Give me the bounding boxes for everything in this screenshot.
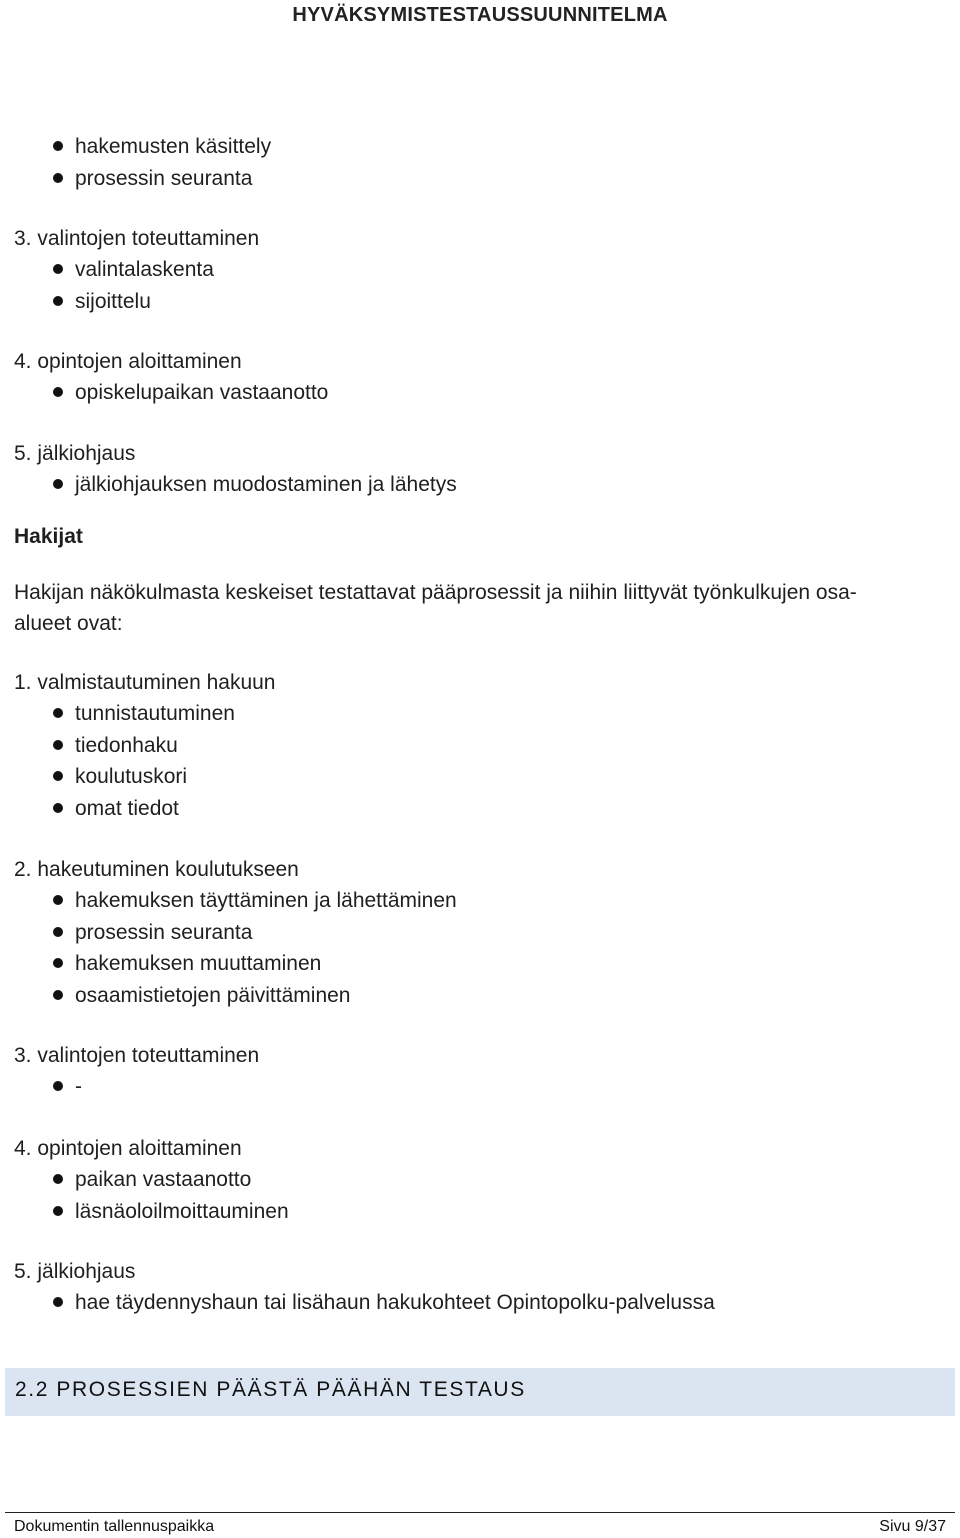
section-heading: 2.2 PROSESSIEN PÄÄSTÄ PÄÄHÄN TESTAUS	[15, 1378, 526, 1401]
document-title: HYVÄKSYMISTESTAUSSUUNNITELMA	[292, 4, 668, 26]
list-item: jälkiohjauksen muodostaminen ja lähetys	[0, 469, 457, 501]
list-item: hakemusten käsittely	[0, 131, 271, 163]
page-number: Sivu 9/37	[879, 1518, 946, 1535]
process-heading: 1. valmistautuminen hakuun	[14, 671, 276, 694]
list-item: tunnistautuminen	[0, 698, 276, 730]
list-item: opiskelupaikan vastaanotto	[0, 377, 328, 409]
intro-paragraph: Hakijan näkökulmasta keskeiset testattavat pääprosessit ja niihin liittyvät työnkulkujen osa- alueet ovat:	[14, 581, 857, 635]
list-item: prosessin seuranta	[0, 163, 271, 195]
list-item: läsnäoloilmoittauminen	[0, 1196, 289, 1228]
footer-location: Dokumentin tallennuspaikka	[14, 1518, 215, 1535]
list-item: hae täydennyshaun tai lisähaun hakukohteet Opintopolku-palvelussa	[0, 1287, 715, 1319]
process-heading: 5. jälkiohjaus	[14, 1260, 136, 1283]
process-heading: 4. opintojen aloittaminen	[14, 1137, 242, 1160]
section-label-hakijat: Hakijat	[14, 525, 83, 548]
process-heading: 3. valintojen toteuttaminen	[14, 1044, 260, 1067]
process-group	[14, 346, 328, 409]
process-heading: 4. opintojen aloittaminen	[14, 350, 242, 373]
list-item: tiedonhaku	[0, 730, 276, 762]
list-item: osaamistietojen päivittäminen	[0, 980, 457, 1012]
process-heading: 5. jälkiohjaus	[14, 442, 136, 465]
bullet-icon	[53, 1206, 63, 1216]
bullet-icon	[53, 1174, 63, 1184]
bullet-icon	[53, 1081, 63, 1091]
process-group	[14, 1133, 289, 1227]
list-item: omat tiedot	[0, 793, 276, 825]
bullet-icon	[53, 740, 63, 750]
list-item: hakemuksen muuttaminen	[0, 948, 457, 980]
list-item: koulutuskori	[0, 761, 276, 793]
bullet-icon	[53, 771, 63, 781]
footer-divider	[5, 1512, 955, 1513]
bullet-icon	[53, 927, 63, 937]
process-group	[14, 1256, 715, 1319]
bullet-icon	[53, 895, 63, 905]
bullet-icon	[53, 264, 63, 274]
bullet-icon	[53, 173, 63, 183]
list-item: prosessin seuranta	[0, 917, 457, 949]
list-item: hakemuksen täyttäminen ja lähettäminen	[0, 885, 457, 917]
bullet-icon	[53, 708, 63, 718]
list-item: valintalaskenta	[0, 254, 259, 286]
bullet-icon	[53, 387, 63, 397]
process-heading: 3. valintojen toteuttaminen	[14, 227, 260, 250]
list-item: -	[0, 1071, 259, 1103]
process-group	[14, 223, 259, 317]
bullet-icon	[53, 990, 63, 1000]
bullet-icon	[53, 479, 63, 489]
process-group	[14, 667, 276, 824]
list-item: paikan vastaanotto	[0, 1164, 289, 1196]
bullet-icon	[53, 141, 63, 151]
process-group	[14, 438, 457, 501]
process-group	[14, 1040, 259, 1103]
continued-bullet-list	[14, 131, 271, 194]
list-item: sijoittelu	[0, 286, 259, 318]
bullet-icon	[53, 803, 63, 813]
process-group	[14, 854, 457, 1011]
bullet-icon	[53, 958, 63, 968]
bullet-icon	[53, 296, 63, 306]
process-heading: 2. hakeutuminen koulutukseen	[14, 858, 299, 881]
bullet-icon	[53, 1297, 63, 1307]
